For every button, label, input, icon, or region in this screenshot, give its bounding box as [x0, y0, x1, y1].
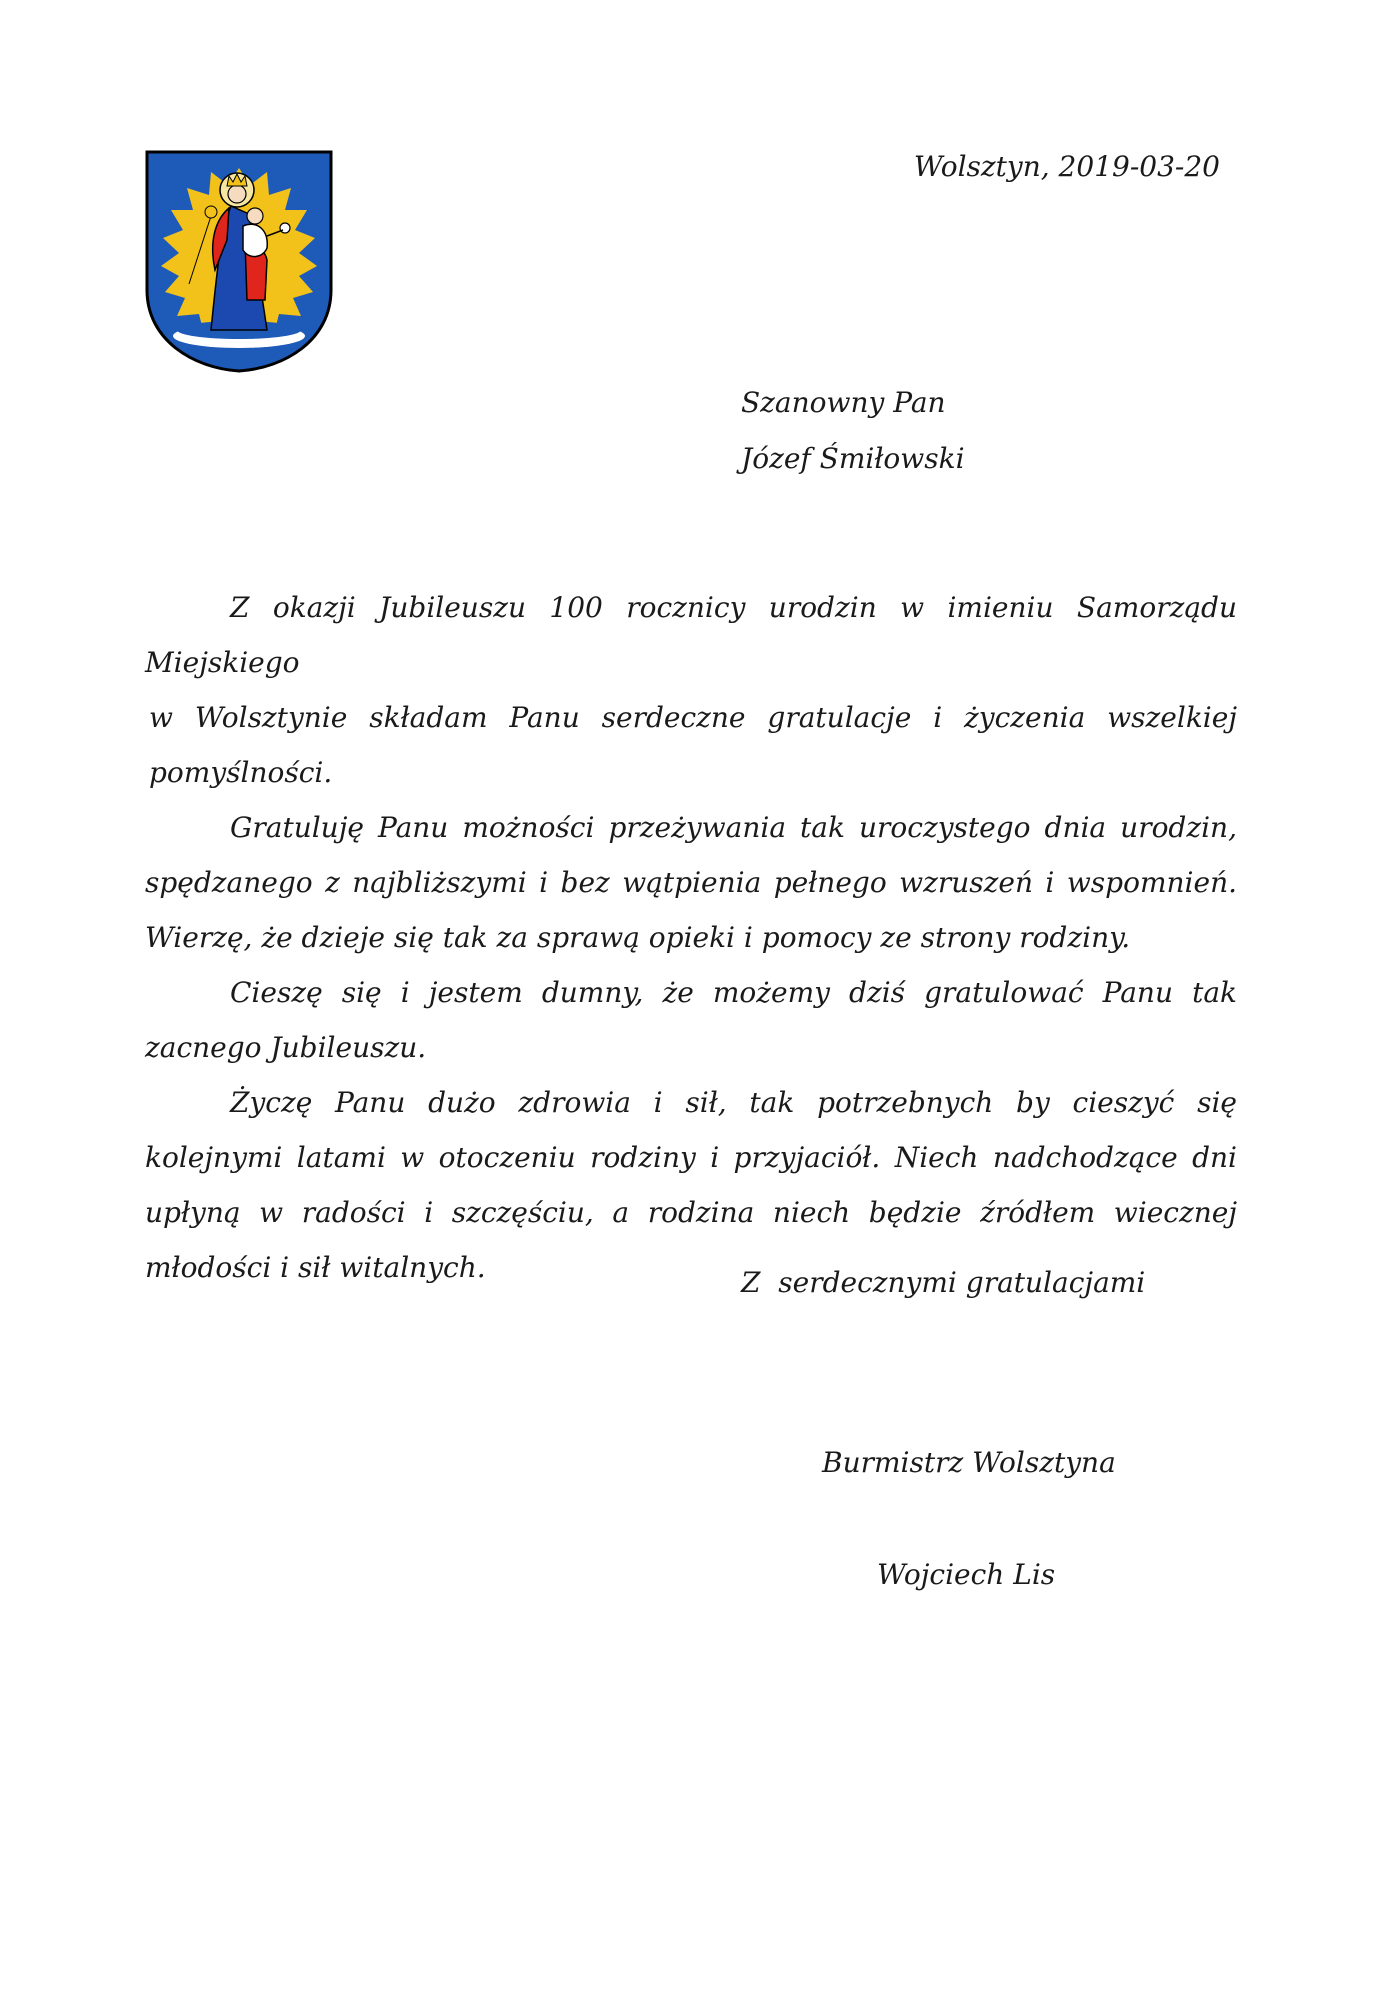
paragraph-2: Gratuluję Panu możności przeżywania tak uroczystego dnia urodzin, spędzanego z najbliższymi i bez wątpienia pełnego wzruszeń i wspomnień. Wierzę, że dzieje się tak za sprawą opieki i pomocy ze strony rodziny.: [145, 811, 1237, 954]
addressee-block: [741, 375, 965, 487]
paragraph-1-line-1: Z okazji Jubileuszu 100 rocznicy urodzin w imieniu Samorządu Miejskiego: [145, 591, 1237, 679]
paragraph-3: Cieszę się i jestem dumny, że możemy dziś gratulować Panu tak zacnego Jubileuszu.: [145, 976, 1237, 1064]
paragraph-1-line-2: w Wolsztynie składam Panu serdeczne gratulacje i życzenia wszelkiej pomyślności.: [149, 701, 1237, 789]
addressee-name: Józef Śmiłowski: [741, 442, 965, 475]
salutation: Szanowny Pan: [741, 386, 946, 419]
coat-of-arms-madonna-icon: [145, 150, 333, 373]
date-line: Wolsztyn, 2019-03-20: [913, 150, 1220, 183]
closing-line: Z serdecznymi gratulacjami: [741, 1266, 1146, 1299]
signer-title: Burmistrz Wolsztyna: [822, 1446, 1116, 1479]
letter-body: [145, 580, 1237, 1295]
signer-name: Wojciech Lis: [877, 1558, 1056, 1591]
paragraph-4: Życzę Panu dużo zdrowia i sił, tak potrzebnych by cieszyć się kolejnymi latami w otoczeniu rodziny i przyjaciół. Niech nadchodzące dni upłyną w radości i szczęściu, a rodzina niech będzie źródłem wiecznej młodości i sił witalnych.: [145, 1086, 1237, 1284]
